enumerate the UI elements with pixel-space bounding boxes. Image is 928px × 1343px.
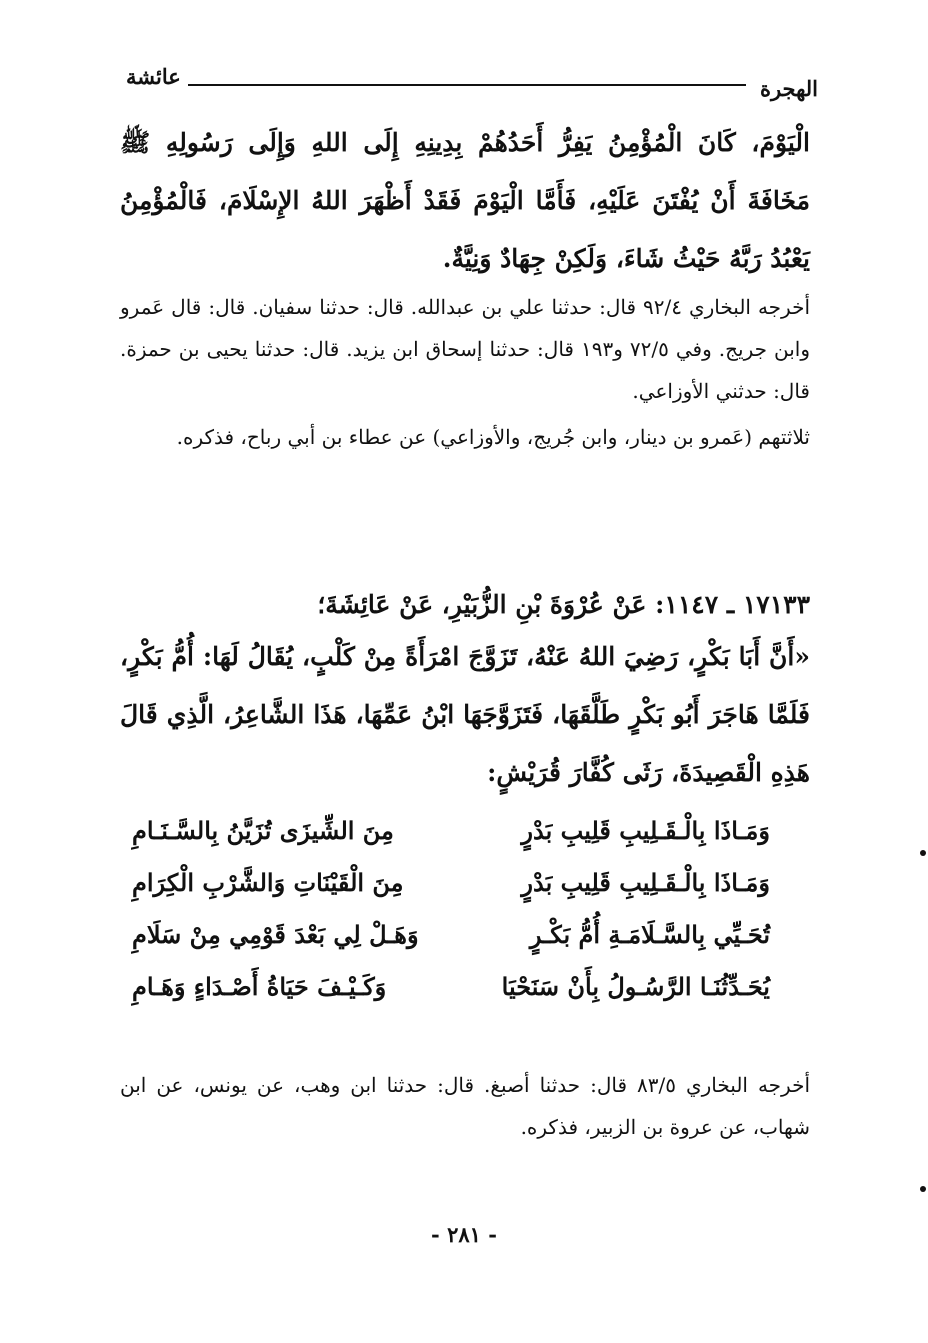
verse-second-hemistich: وَهَـلْ لِي بَعْدَ قَوْمِي مِنْ سَلَامِ — [132, 920, 419, 949]
header-rule — [188, 84, 746, 86]
poem — [120, 808, 770, 1016]
verse-second-hemistich: وَكَـيْـفَ حَيَاةُ أَصْـدَاءٍ وَهَـامِ — [132, 972, 387, 1001]
verse-second-hemistich: مِنَ الْقَيْنَاتِ وَالشَّرْبِ الْكِرَامِ — [132, 868, 404, 897]
verse-second-hemistich: مِنَ الشِّيزَى تُزَيَّنُ بِالسَّـنَـامِ — [132, 816, 394, 845]
hadith-body: «أَنَّ أَبَا بَكْرٍ، رَضِيَ اللهُ عَنْهُ، تَزَوَّجَ امْرَأَةً مِنْ كَلْبٍ، يُقَالُ لَهَا: أُمُّ بَكْرٍ، فَلَمَّا هَاجَرَ أَبُو بَكْرٍ طَلَّقَهَا، فَتَزَوَّجَهَا ابْنُ عَمِّهَا، هَذَا الشَّاعِرُ، الَّذِي قَالَ هَذِهِ الْقَصِيدَةَ، رَثَى كُفَّارَ قُرَيْشٍ: — [120, 642, 810, 787]
running-header — [118, 62, 818, 106]
hadith-heading: ١٧١٣٣ ـ ١١٤٧: عَنْ عُرْوَةَ بْنِ الزُّبَيْرِ، عَنْ عَائِشَةَ؛ — [317, 590, 810, 619]
poem-verse — [120, 964, 770, 1016]
takhrij-note-1: أخرجه البخاري ٩٢/٤ قال: حدثنا علي بن عبدالله. قال: حدثنا سفيان. قال: قال عَمرو وابن جريج. وفي ٧٢/٥ و١٩٣ قال: حدثنا إسحاق ابن يزيد. قال: حدثنا يحيى بن حمزة. قال: حدثني الأوزاعي. — [120, 295, 811, 403]
poem-verse — [120, 860, 770, 912]
page-number: - ٢٨١ - — [431, 1222, 497, 1247]
poem-verse — [120, 912, 770, 964]
header-chapter: الهجرة — [759, 76, 818, 101]
takhrij-note-2: أخرجه البخاري ٨٣/٥ قال: حدثنا أصبغ. قال: حدثنا ابن وهب، عن يونس، عن ابن شهاب، عن عروة بن الزبير، فذكره. — [120, 1073, 810, 1139]
scan-speck — [920, 850, 926, 856]
takhrij-note-1b: ثلاثتهم (عَمرو بن دينار، وابن جُريج، والأوزاعي) عن عطاء بن أبي رباح، فذكره. — [176, 425, 810, 449]
hadith-continuation: الْيَوْمَ، كَانَ الْمُؤْمِنُ يَفِرُّ أَحَدُهُمْ بِدِينِهِ إِلَى اللهِ وَإِلَى رَسُولِهِ ﷺ مَخَافَةَ أَنْ يُفْتَنَ عَلَيْهِ، فَأَمَّا الْيَوْمَ فَقَدْ أَظْهَرَ اللهُ الإِسْلَامَ، فَالْمُؤْمِنُ يَعْبُدُ رَبَّهُ حَيْثُ شَاءَ، وَلَكِنْ جِهَادٌ وَنِيَّةٌ. — [120, 128, 810, 273]
verse-first-hemistich: يُحَـدِّثُنَـا الرَّسُـولُ بِأَنْ سَنَحْيَا — [501, 972, 770, 1001]
scan-speck — [920, 1186, 926, 1192]
verse-first-hemistich: وَمَـاذَا بِالْـقَـلِيبِ قَلِيبِ بَدْرٍ — [521, 868, 770, 897]
verse-first-hemistich: وَمَـاذَا بِالْـقَـلِيبِ قَلِيبِ بَدْرٍ — [521, 816, 770, 845]
header-person: عائشة — [126, 64, 181, 89]
verse-first-hemistich: تُحَـيِّي بِالسَّـلَامَـةِ أُمُّ بَكْـرٍ — [529, 920, 770, 949]
poem-verse — [120, 808, 770, 860]
